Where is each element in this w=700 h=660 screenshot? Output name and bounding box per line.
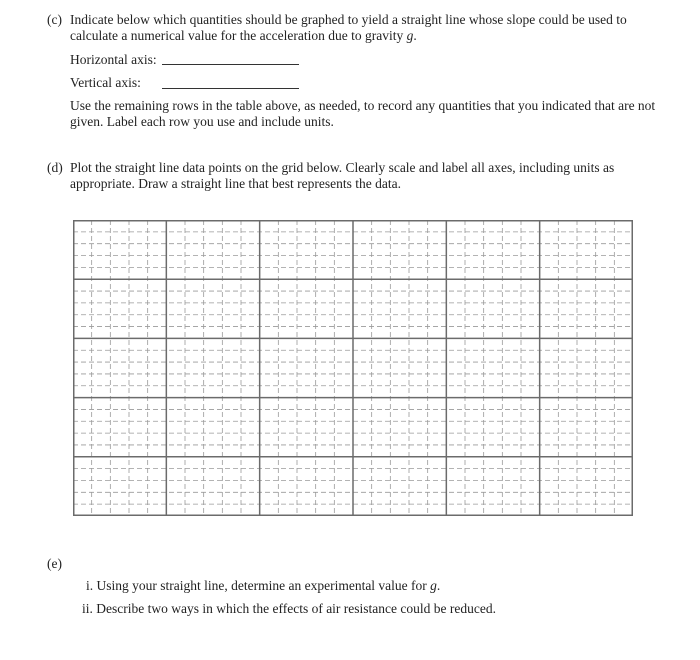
horizontal-axis-answer-blank[interactable] — [162, 64, 299, 65]
part-c-question-line2 — [70, 28, 417, 44]
gravity-variable: g — [406, 28, 414, 43]
part-c-question-line1: Indicate below which quantities should be graphed to yield a straight line whose slope could be used to — [70, 12, 627, 27]
item-ii-text: Describe two ways in which the effects of air resistance could be reduced. — [96, 601, 496, 616]
item-ii-number: ii. — [82, 601, 93, 616]
vertical-axis-label: Vertical axis: — [70, 75, 141, 90]
part-c-label: (c) — [47, 12, 62, 27]
graph-grid[interactable] — [73, 220, 633, 516]
graph-grid-svg[interactable] — [73, 220, 633, 516]
part-e-item-ii — [82, 601, 496, 617]
part-e-item-i — [86, 578, 440, 594]
vertical-axis-answer-blank[interactable] — [162, 88, 299, 89]
part-c-note-line2: given. Label each row you use and include units. — [70, 114, 334, 129]
part-c-note-line1: Use the remaining rows in the table above, as needed, to record any quantities that you indicated that are not — [70, 98, 656, 113]
part-e-label: (e) — [47, 556, 62, 571]
item-i-text: Using your straight line, determine an experimental value for — [96, 578, 427, 593]
part-d-question-line2: appropriate. Draw a straight line that best represents the data. — [70, 176, 402, 191]
horizontal-axis-label: Horizontal axis: — [70, 52, 157, 67]
item-i-end: . — [436, 578, 441, 593]
item-i-number: i. — [86, 578, 94, 593]
part-d-question-line1: Plot the straight line data points on the grid below. Clearly scale and label all axes, including units as — [70, 160, 615, 175]
part-c-line2-end: . — [413, 28, 417, 43]
part-c-line2-text: calculate a numerical value for the acceleration due to gravity — [70, 28, 404, 43]
item-i-variable: g — [430, 578, 437, 593]
part-d-label: (d) — [47, 160, 63, 175]
